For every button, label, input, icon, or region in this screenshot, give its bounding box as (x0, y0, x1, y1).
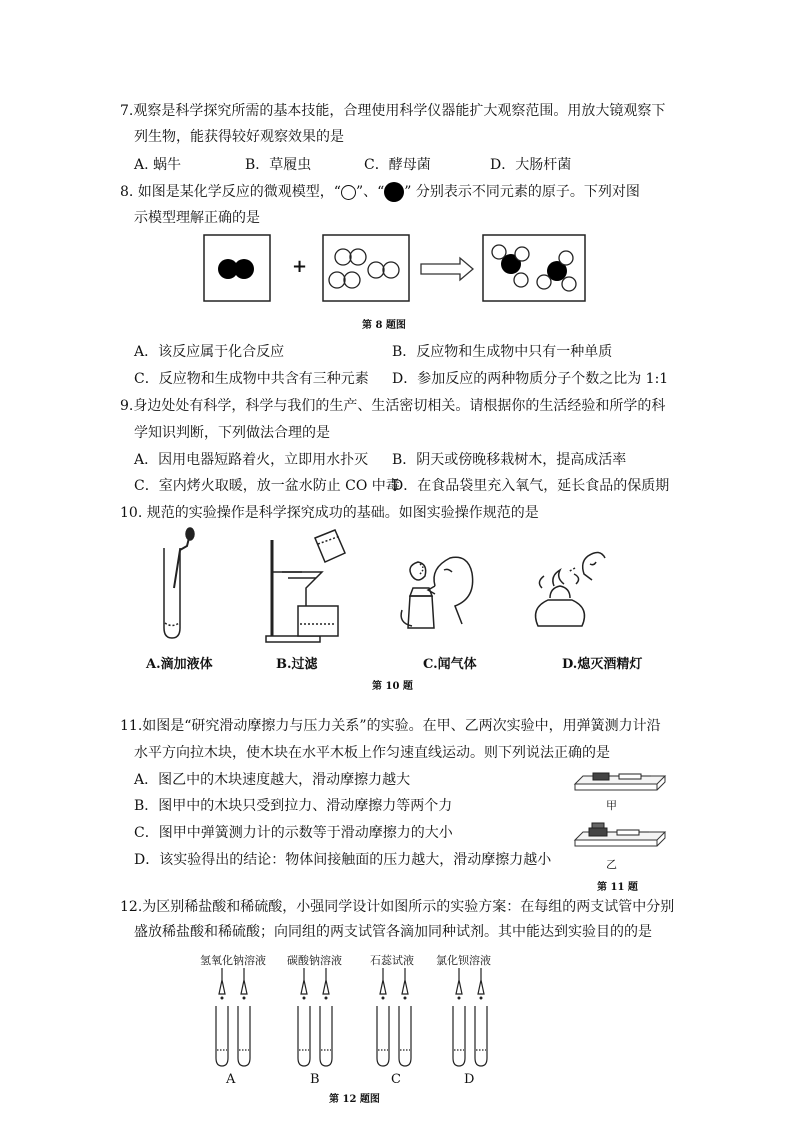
q12-group-c: C (391, 1072, 401, 1087)
dropper-test-tube-icon (164, 528, 194, 638)
q9-option-d: D．在食品袋里充入氧气，延长食品的保质期 (392, 478, 670, 494)
q7-stem-line1: 7.观察是科学探究所需的基本技能，合理使用科学仪器能扩大观察范围。用放大镜观察下 (120, 103, 666, 119)
q11-label-jia: 甲 (606, 799, 617, 812)
q12-stem-line1: 12.为区别稀盐酸和稀硫酸，小强同学设计如图所示的实验方案：在每组的两支试管中分别 (120, 899, 675, 915)
q8-figure-caption: 第 8 题图 (362, 320, 406, 331)
q12-figure-caption: 第 12 题图 (329, 1094, 380, 1105)
q8-option-c: C．反应物和生成物中共含有三种元素 (134, 371, 369, 387)
q9-option-c: C．室内烤火取暖，放一盆水防止 CO 中毒 (134, 478, 400, 494)
q9-option-a: A．因用电器短路着火，立即用水扑灭 (134, 452, 369, 468)
q12-group-a: A (226, 1072, 236, 1087)
q11-option-d: D．该实验得出的结论：物体间接触面的压力越大，滑动摩擦力越小 (134, 852, 552, 868)
q12-reagent-a: 氢氧化钠溶液 (200, 954, 266, 967)
q9-option-b: B．阴天或傍晚移栽树木，提高成活率 (392, 452, 627, 468)
q12-group-d: D (464, 1072, 475, 1087)
blowing-alcohol-lamp-icon (536, 552, 605, 626)
q10-label-a: A.滴加液体 (146, 657, 213, 672)
q8-stem-part1: 8. 如图是某化学反应的微观模型，“ (120, 184, 341, 200)
q8-stem-line1 (120, 182, 640, 202)
q10-label-d: D.熄灭酒精灯 (562, 657, 643, 672)
q11-stem-line1: 11.如图是“研究滑动摩擦力与压力关系”的实验。在甲、乙两次实验中，用弹簧测力计沿 (120, 718, 661, 734)
q7-option-d: D．大肠杆菌 (490, 157, 572, 173)
q12-reagent-c: 石蕊试液 (370, 954, 414, 967)
q12-reagent-b: 碳酸钠溶液 (287, 954, 342, 967)
q8-stem-part3: ” 分别表示不同元素的原子。下列对图 (404, 184, 640, 200)
smelling-gas-icon (401, 557, 473, 628)
q7-stem-line2: 列生物，能获得较好观察效果的是 (134, 129, 344, 145)
q12-group-b: B (310, 1072, 320, 1087)
q10-stem-line1: 10. 规范的实验操作是科学探究成功的基础。如图实验操作规范的是 (120, 505, 539, 521)
q8-plus-sign: + (292, 256, 308, 277)
q11-option-b: B．图甲中的木块只受到拉力、滑动摩擦力等两个力 (134, 798, 453, 814)
q8-option-a: A．该反应属于化合反应 (134, 344, 285, 360)
q11-figure-caption: 第 11 题 (597, 882, 638, 893)
white-atom-icon (341, 185, 356, 200)
q11-label-yi: 乙 (606, 858, 617, 871)
q11-option-c: C．图甲中弹簧测力计的示数等于滑动摩擦力的大小 (134, 825, 453, 841)
q7-option-b: B．草履虫 (245, 157, 312, 173)
q10-figure-caption: 第 10 题 (372, 681, 413, 692)
q10-label-b: B.过滤 (276, 657, 318, 672)
q11-option-a: A．图乙中的木块速度越大，滑动摩擦力越大 (134, 772, 411, 788)
q10-lab-operations-figure (150, 528, 610, 650)
q8-option-d: D．参加反应的两种物质分子个数之比为 1:1 (392, 371, 669, 387)
q9-stem-line1: 9.身边处处有科学，科学与我们的生产、生活密切相关。请根据你的生活经验和所学的科 (120, 398, 666, 414)
filtration-apparatus-icon (266, 530, 345, 642)
q12-reagent-d: 氯化钡溶液 (436, 954, 491, 967)
q8-stem-line2: 示模型理解正确的是 (134, 210, 260, 226)
black-atom-icon (384, 182, 404, 202)
q12-stem-line2: 盛放稀盐酸和稀硫酸；向同组的两支试管各滴加同种试剂。其中能达到实验目的的是 (134, 924, 652, 940)
q10-label-c: C.闻气体 (423, 657, 477, 672)
q9-stem-line2: 学知识判断，下列做法合理的是 (134, 425, 330, 441)
q11-friction-figure (573, 768, 667, 858)
q11-stem-line2: 水平方向拉木块，使木块在水平木板上作匀速直线运动。则下列说法正确的是 (134, 745, 610, 761)
q8-option-b: B．反应物和生成物中只有一种单质 (392, 344, 613, 360)
q7-option-a: A. 蜗牛 (134, 157, 182, 173)
q8-stem-part2: ”、“ (355, 184, 385, 200)
q8-reaction-model-figure (200, 232, 600, 308)
q7-option-c: C．酵母菌 (364, 157, 431, 173)
q12-test-tubes-figure (200, 966, 500, 1072)
